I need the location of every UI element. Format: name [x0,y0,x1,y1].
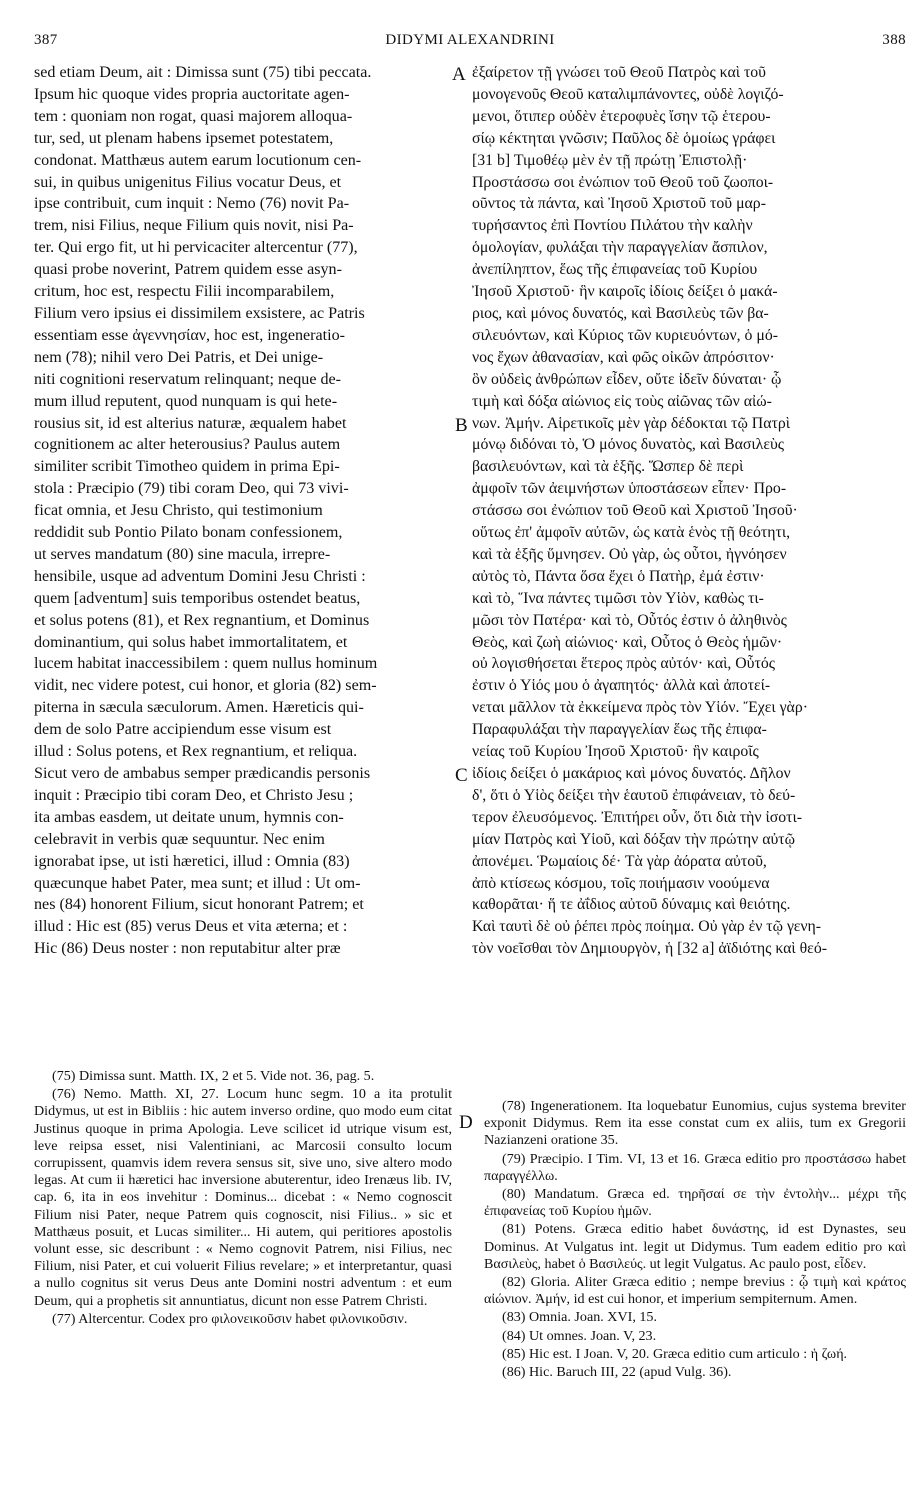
greek-column [472,62,906,960]
margin-letter-d: D [459,1112,473,1133]
margin-letter-b: B [455,415,468,436]
greek-text: ἐξαίρετον τῇ γνώσει τοῦ Θεοῦ Πατρὸς καὶ τοῦ μονογενοῦς Θεοῦ καταλιμπάνοντες, οὐδὲ λογιζό- μενοι, ὅτιπερ οὐδὲν ἑτεροφυὲς ἴσην τῷ ἑτερου- σίῳ κέκτηται γνῶσιν; Παῦλος δὲ ὁμοίως γράφει [31 b] Τιμοθέῳ μὲν ἐν τῇ πρώτῃ Ἐπιστολῇ· Προστάσσω σοι ἐνώπιον τοῦ Θεοῦ τοῦ ζωοποι- οῦντος τὰ πάντα, καὶ Ἰησοῦ Χριστοῦ τοῦ μαρ- τυρήσαντος ἐπὶ Ποντίου Πιλάτου τὴν καλὴν ὁμολογίαν, φυλάξαι τὴν παραγγελίαν ἄσπιλον, ἀνεπίληπτον, ἕως τῆς ἐπιφανείας τοῦ Κυρίου Ἰησοῦ Χριστοῦ· ἣν καιροῖς ἰδίοις δείξει ὁ μακά- ριος, καὶ μόνος δυνατός, καὶ Βασιλεὺς τῶν βα- σιλευόντων, καὶ Κύριος τῶν κυριευόντων, ὁ μό- νος ἔχων ἀθανασίαν, καὶ φῶς οἰκῶν ἀπρόσιτον· ὃν οὐδεὶς ἀνθρώπων εἶδεν, οὔτε ἰδεῖν δύναται· ᾧ τιμὴ καὶ δόξα αἰώνιος εἰς τοὺς αἰῶνας τῶν αἰώ- νων. Ἀμήν. Αἱρετικοῖς μὲν γὰρ δέδοκται τῷ Πατρὶ μόνῳ διδόναι τὸ, Ὁ μόνος δυνατὸς, καὶ Βασιλεὺς βασιλευόντων, καὶ τὰ ἑξῆς. Ὥσπερ δὲ περὶ ἀμφοῖν τῶν ἀειμνήστων ὑποστάσεων εἶπεν· Προ- στάσσω σοι ἐνώπιον τοῦ Θεοῦ καὶ Χριστοῦ Ἰησοῦ· οὕτως ἐπ' ἀμφοῖν αὐτῶν, ὡς κατὰ ἑνὸς τῇ θεότητι, καὶ τὰ ἑξῆς ὕμνησεν. Οὐ γὰρ, ὡς οὗτοι, ἠγνόησεν αὐτὸς τὸ, Πάντα ὅσα ἔχει ὁ Πατὴρ, ἐμά ἐστιν· καὶ τὸ, Ἵνα πάντες τιμῶσι τὸν Υἱὸν, καθὼς τι- μῶσι τὸν Πατέρα· καὶ τὸ, Οὗτός ἐστιν ὁ ἀληθινὸς Θεὸς, καὶ ζωὴ αἰώνιος· καὶ, Οὗτος ὁ Θεὸς ἡμῶν· οὐ λογισθήσεται ἕτερος πρὸς αὐτόν· καὶ, Οὗτός ἐστιν ὁ Υἱός μου ὁ ἀγαπητός· ἀλλὰ καὶ ἀποτεί- νεται μᾶλλον τὰ ἐκκείμενα πρὸς τὸν Υἱόν. Ἔχει γὰρ· Παραφυλάξαι τὴν παραγγελίαν ἕως τῆς ἐπιφα- νείας τοῦ Κυρίου Ἰησοῦ Χριστοῦ· ἣν καιροῖς ἰδίοις δείξει ὁ μακάριος καὶ μόνος δυνατός. Δῆλον δ', ὅτι ὁ Υἱὸς δείξει τὴν ἑαυτοῦ ἐπιφάνειαν, τὸ δεύ- τερον ἐλευσόμενος. Ἐπιτήρει οὖν, ὅτι διὰ τὴν ἰσοτι- μίαν Πατρὸς καὶ Υἱοῦ, καὶ δόξαν τὴν πρώτην αὐτῷ ἀπονέμει. Ῥωμαίοις δέ· Τὰ γὰρ ἀόρατα αὐτοῦ, ἀπὸ κτίσεως κόσμου, τοῖς ποιήμασιν νοούμενα καθορᾶται· ἥ τε ἀΐδιος αὐτοῦ δύναμις καὶ θειότης. Καὶ ταυτὶ δὲ οὐ ῥέπει πρὸς ποίημα. Οὐ γὰρ ἐν τῷ γενη- τὸν νοεῖσθαι τὸν Δημιουργὸν, ἡ [32 a] ἀϊδιότης καὶ θεό- [472,64,827,958]
footnote-82: (82) Gloria. Aliter Græca editio ; nempe brevius : ᾧ τιμὴ καὶ κράτος αἰώνιον. Ἀμήν, id est cui honor, et imperium sempiternum. Amen. [484,1274,906,1308]
margin-letter-c: C [455,765,468,786]
footnote-84: (84) Ut omnes. Joan. V, 23. [502,1327,657,1344]
footnote-78: (78) Ingenerationem. Ita loquebatur Eunomius, cujus systema breviter exponit Didymus. Rem ita esse constat cum ex aliis, tum ex Gregorii Nazianzeni oratione 35. [484,1098,906,1149]
footnotes-right [484,1098,906,1382]
footnote-81: (81) Potens. Græca editio habet δυνάστης, id est Dynastes, seu Dominus. At Vulgatus int. legit ut Didymus. Tum eadem editio pro καὶ Βασιλεὺς, habet ὁ Βασιλεύς. ut legit Vulgatus. Ac paulo post, εἶδεν. [484,1221,906,1272]
footnote-77: (77) Altercentur. Codex pro φιλονεικοῦσιν habet φιλονικοῦσιν. [52,1310,408,1327]
footnote-83: (83) Omnia. Joan. XVI, 15. [502,1309,658,1326]
footnote-76: (76) Nemo. Matth. XI, 27. Locum hunc segm. 10 a ita protulit Didymus, ut est in Bibliis : hic autem inverso ordine, quo modo eum citat Justinus quoque in prima Apologia. Leve scilicet id utrique visum est, leve reipsa esset, nisi Valentiniani, ac Marcosii consulto locum corrupissent, quamvis idem revera sensus sit, sive uno, sive altero modo legas. At cum ii hæretici hac inversione abuterentur, ideo Irenæus lib. IV, cap. 6, ita in eos invehitur : Dominus... dicebat : « Nemo cognoscit Filium nisi Pater, neque Patrem quis cognoscit, nisi Filius.. » sic et Matthæus posuit, et Lucas similiter... Hi autem, qui peritiores apostolis volunt esse, sic describunt : « Nemo cognovit Patrem, nisi Filius, nec Filium, nisi Pater, et cui voluerit Filius revelare; » et interpretantur, quasi a nullo cognitus sit verus Deus ante Domini nostri adventum : et eum Deum, qui a prophetis sit annuntiatus, dicunt non esse Patrem Christi. [34,1086,452,1309]
margin-letter-a: A [452,64,466,85]
footnote-86: (86) Hic. Baruch III, 22 (apud Vulg. 36). [502,1364,732,1381]
page-number-left: 387 [34,32,58,48]
page-number-right: 388 [882,32,906,48]
latin-text: sed etiam Deum, ait : Dimissa sunt (75) tibi peccata. Ipsum hic quoque vides propria auctoritate agen- tem : quoniam non rogat, quasi majorem alloqua- tur, sed, ut plenam habens ipsemet potestatem, condonat. Matthæus autem earum locutionum cen- sui, in quibus unigenitus Filius vocatur Deus, et ipse contribuit, cum inquit : Nemo (76) novit Pa- trem, nisi Filius, neque Filium quis novit, nisi Pa- ter. Qui ergo fit, ut hi pervicaciter altercentur (77), quasi probe noverint, Patrem quidem esse asyn- critum, hoc est, respectu Filii incomparabilem, Filium vero ipsius ei dissimilem exsistere, ac Patris essentiam esse ἀγεννησίαν, hoc est, ingeneratio- nem (78); nihil vero Dei Patris, et Dei unige- niti cognitioni reservatum relinquant; neque de- mum illud reputent, quod nunquam is qui hete- rousius sit, id est alterius naturæ, æqualem habet cognitionem ac alter heterousius? Paulus autem similiter scribit Timotheo quidem in prima Epi- stola : Præcipio (79) tibi coram Deo, qui 73 vivi- ficat omnia, et Jesu Christo, qui testimonium reddidit sub Pontio Pilato bonam confessionem, ut serves mandatum (80) sine macula, irrepre- hensibile, usque ad adventum Domini Jesu Christi : quem [adventum] suis temporibus ostendet beatus, et solus potens (81), et Rex regnantium, et Dominus dominantium, qui solus habet immortalitatem, et lucem habitat inaccessibilem : quem nullus hominum vidit, nec videre potest, cui honor, et gloria (82) sem- piterna in sæcula sæculorum. Amen. Hæreticis qui- dem de solo Patre accipiendum esse visum est illud : Solus potens, et Rex regnantium, et reliqua. Sicut vero de ambabus semper prædicandis personis inquit : Præcipio tibi coram Deo, et Christo Jesu ; ita ambas easdem, ut deitate unum, hymnis con- celebravit in verbis quæ sequuntur. Nec enim ignorabat ipse, ut isti hæretici, illud : Omnia (83) quæcunque habet Pater, mea sunt; et illud : Ut om- nes (84) honorent Filium, sicut honorant Patrem; et illud : Hic est (85) verus Deus et vita æterna; et : Hic (86) Deus noster : non reputabitur alter præ [34,64,378,958]
running-header [34,32,906,54]
footnote-85: (85) Hic est. I Joan. V, 20. Græca editio cum articulo : ἡ ζωή. [502,1345,848,1362]
footnote-80: (80) Mandatum. Græca ed. τηρῆσαί σε τὴν ἐντολὴν... μέχρι τῆς ἐπιφανείας τοῦ Κυρίου ἡμῶν. [484,1186,906,1220]
latin-column [34,62,447,960]
footnote-79: (79) Præcipio. I Tim. VI, 13 et 16. Græca editio pro προστάσσω habet παραγγέλλω. [484,1150,906,1184]
footnotes-left [34,1068,452,1329]
footnote-75: (75) Dimissa sunt. Matth. IX, 2 et 5. Vide not. 36, pag. 5. [52,1068,375,1084]
running-title: DIDYMI ALEXANDRINI [385,32,555,48]
